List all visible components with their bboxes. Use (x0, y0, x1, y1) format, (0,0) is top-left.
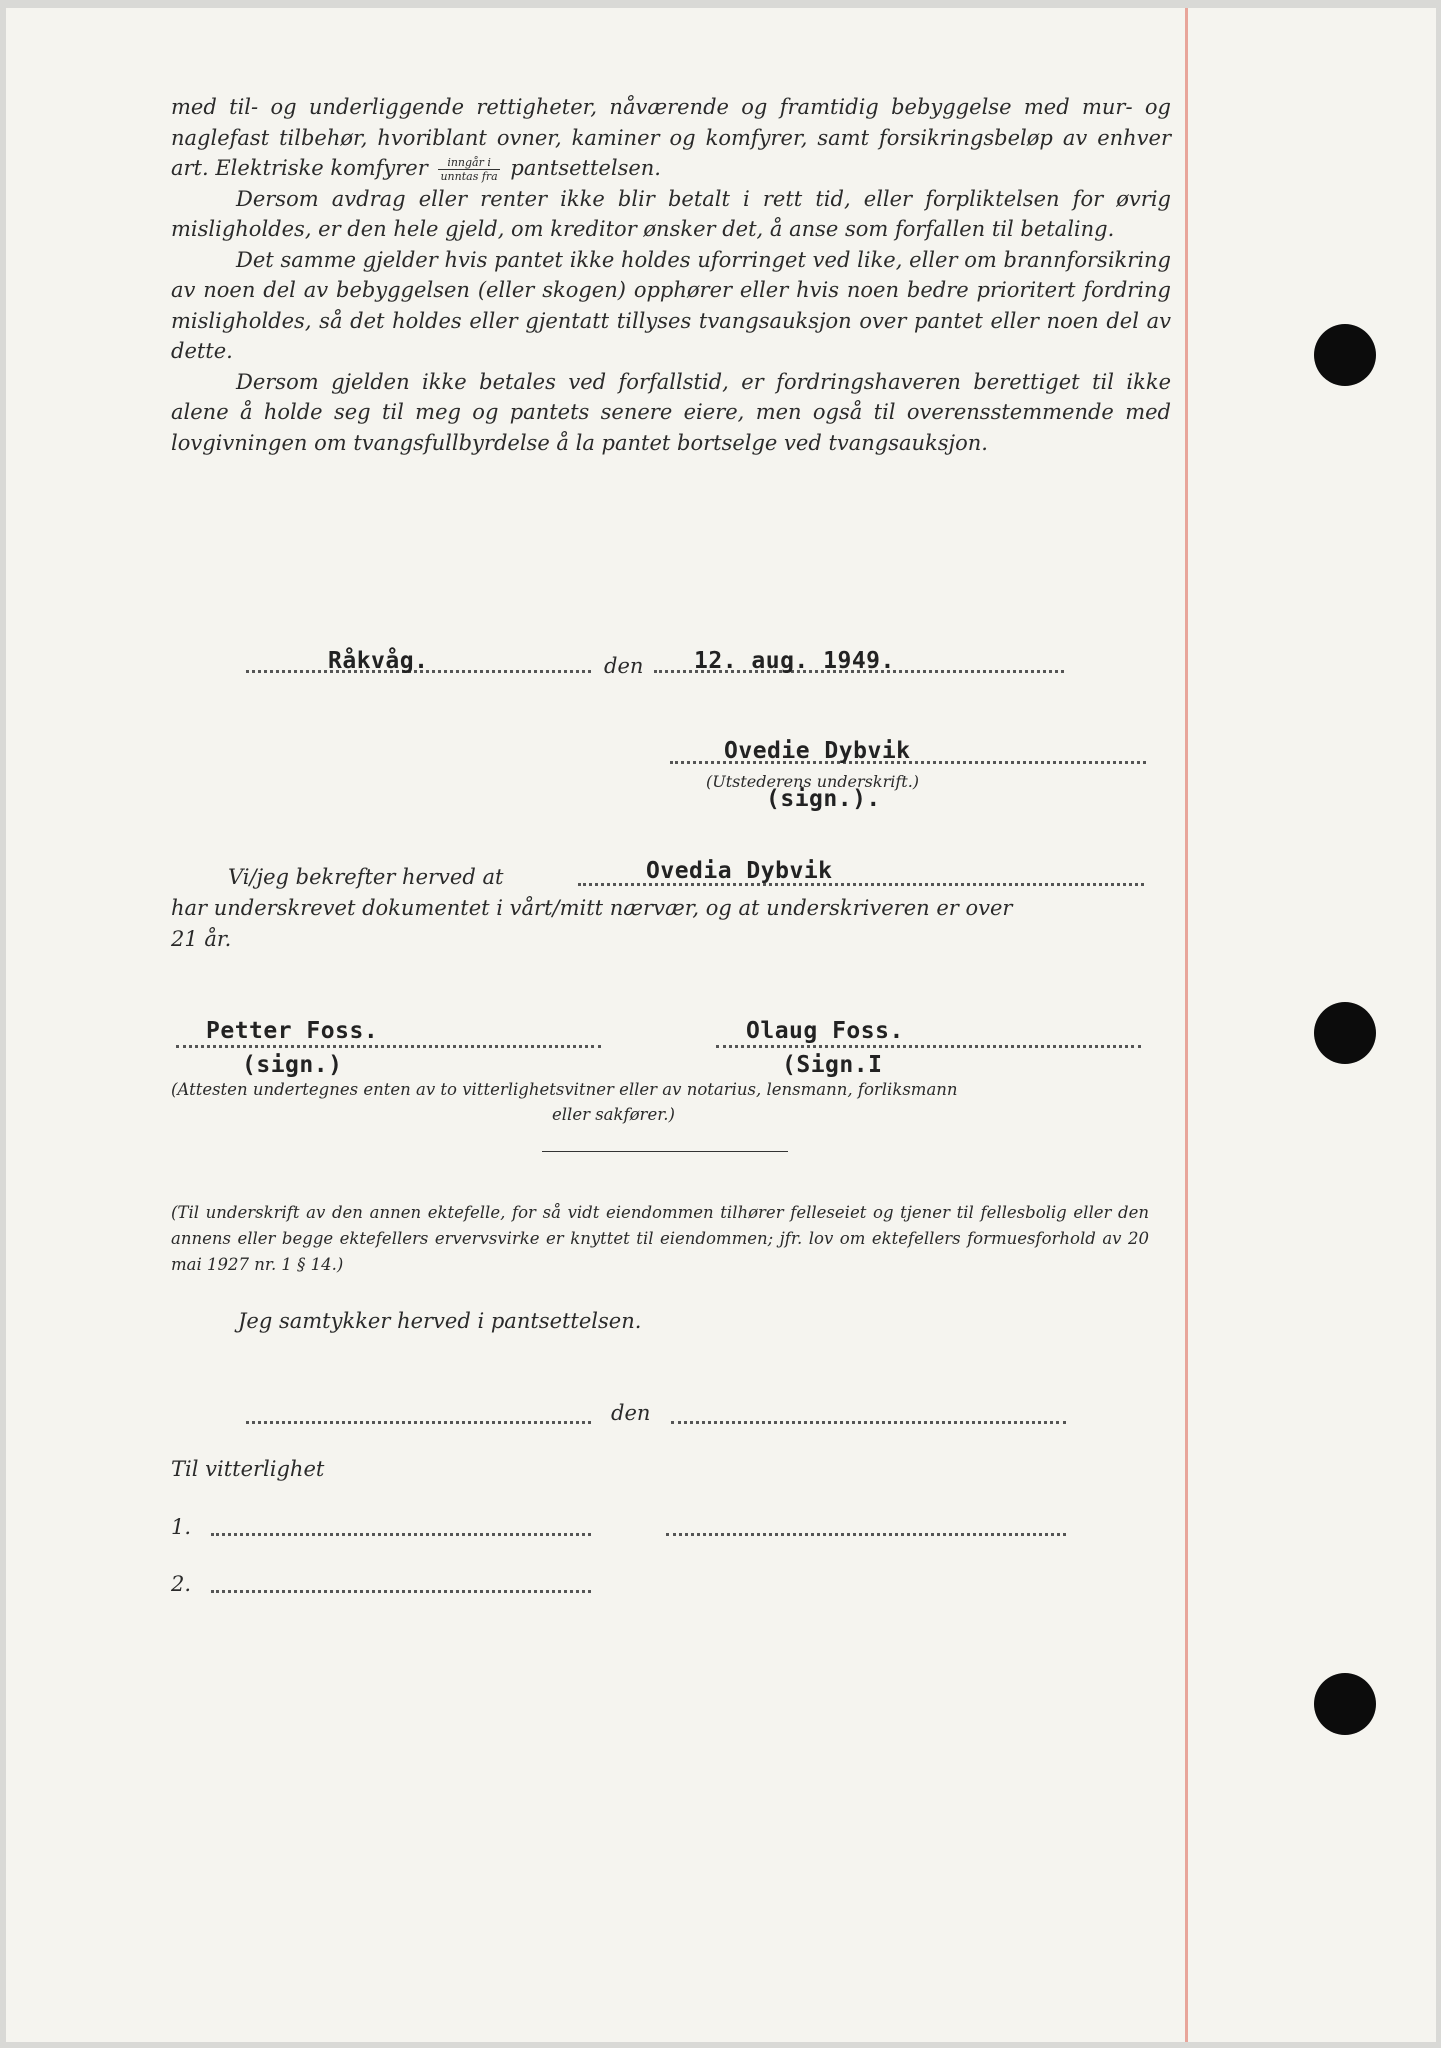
vitterlighet-line1a (211, 1533, 591, 1536)
binder-hole (1314, 1673, 1376, 1735)
paragraph-property: med til- og underliggende rettigheter, nåværende og framtidig bebyggelse med mur- og naglefast tilbehør, hvoriblant ovner, kaminer og komfyrer, samt forsikringsbeløp av enhver art. Elektriske komfyrer inngår i unntas fra pantsettelsen. (171, 95, 1171, 183)
witness1-name: Petter Foss. (206, 1018, 379, 1044)
paragraph-maintenance: Det samme gjelder hvis pantet ikke holdes uforringet ved like, eller om brannforsikring av noen del av bebyggelsen (eller skogen) opphører eller hvis noen bedre prioritert fordring misligholdes, så det holdes eller gjentatt tillyses tvangsauksjon over pantet eller noen del av dette. (171, 247, 1171, 363)
spouse-note: (Til underskrift av den annen ektefelle, for så vidt eiendommen tilhører felleseiet og tjener til fellesbolig eller den annens eller begge ektefellers ervervsvirke er knyttet til eiendommen; jfr. lov om ektefellers formuesforhold av 20 mai 1927 nr. 1 § 14.) (171, 1203, 1149, 1274)
witness-line3: 21 år. (171, 927, 232, 951)
attest-note-line1: (Attesten undertegnes enten av to vitterlighetsvitner eller av notarius, lensmann, forliksmann (171, 1080, 958, 1099)
witness2-sign: (Sign.I (782, 1052, 883, 1078)
red-margin-line (1185, 8, 1188, 2042)
consent-date-dotted-line (671, 1421, 1066, 1424)
vitterlighet-title: Til vitterlighet (171, 1457, 325, 1481)
witness1-sign: (sign.) (242, 1052, 343, 1078)
place-value: Råkvåg. (328, 648, 429, 674)
vitterlighet-num2: 2. (171, 1572, 192, 1596)
witness1-dotted-line (176, 1045, 601, 1048)
binder-hole (1314, 324, 1376, 386)
vitterlighet-num1: 1. (171, 1515, 192, 1539)
witness2-dotted-line (716, 1045, 1141, 1048)
vitterlighet-line1b (666, 1533, 1066, 1536)
body-text (171, 92, 1171, 458)
issuer-sign: (sign.). (766, 786, 881, 812)
date-value: 12. aug. 1949. (694, 648, 895, 674)
paragraph-enforcement: Dersom gjelden ikke betales ved forfallstid, er fordringshaveren berettiget til ikke alene å holde seg til meg og pantets senere eiere, men også til overensstemmende med lovgivningen om tvangsfullbyrdelse å la pantet bortselge ved tvangsauksjon. (171, 369, 1171, 455)
attest-note-line2: eller sakfører.) (552, 1105, 675, 1124)
witnessed-name: Ovedia Dybvik (646, 858, 833, 884)
witness2-name: Olaug Foss. (746, 1018, 904, 1044)
consent-den-label: den (611, 1401, 651, 1425)
consent-text: Jeg samtykker herved i pantsettelsen. (238, 1309, 642, 1333)
den-label: den (604, 654, 644, 678)
paragraph-default: Dersom avdrag eller renter ikke blir betalt i rett tid, eller forpliktelsen for øvrig misligholdes, er den hele gjeld, om kreditor ønsker det, å anse som forfallen til betaling. (171, 186, 1171, 241)
vitterlighet-line2 (211, 1590, 591, 1593)
consent-place-dotted-line (246, 1421, 591, 1424)
witness-prefix: Vi/jeg bekrefter herved at (228, 865, 504, 889)
witness-line2: har underskrevet dokumentet i vårt/mitt nærvær, og at underskriveren er over (171, 896, 1013, 920)
issuer-name: Ovedie Dybvik (724, 738, 911, 764)
binder-hole (1314, 1002, 1376, 1064)
choice-fraction: inngår i unntas fra (440, 156, 498, 183)
document-page (6, 8, 1436, 2042)
divider-rule (542, 1151, 788, 1152)
issuer-caption: (Utstederens underskrift.) (706, 772, 920, 791)
